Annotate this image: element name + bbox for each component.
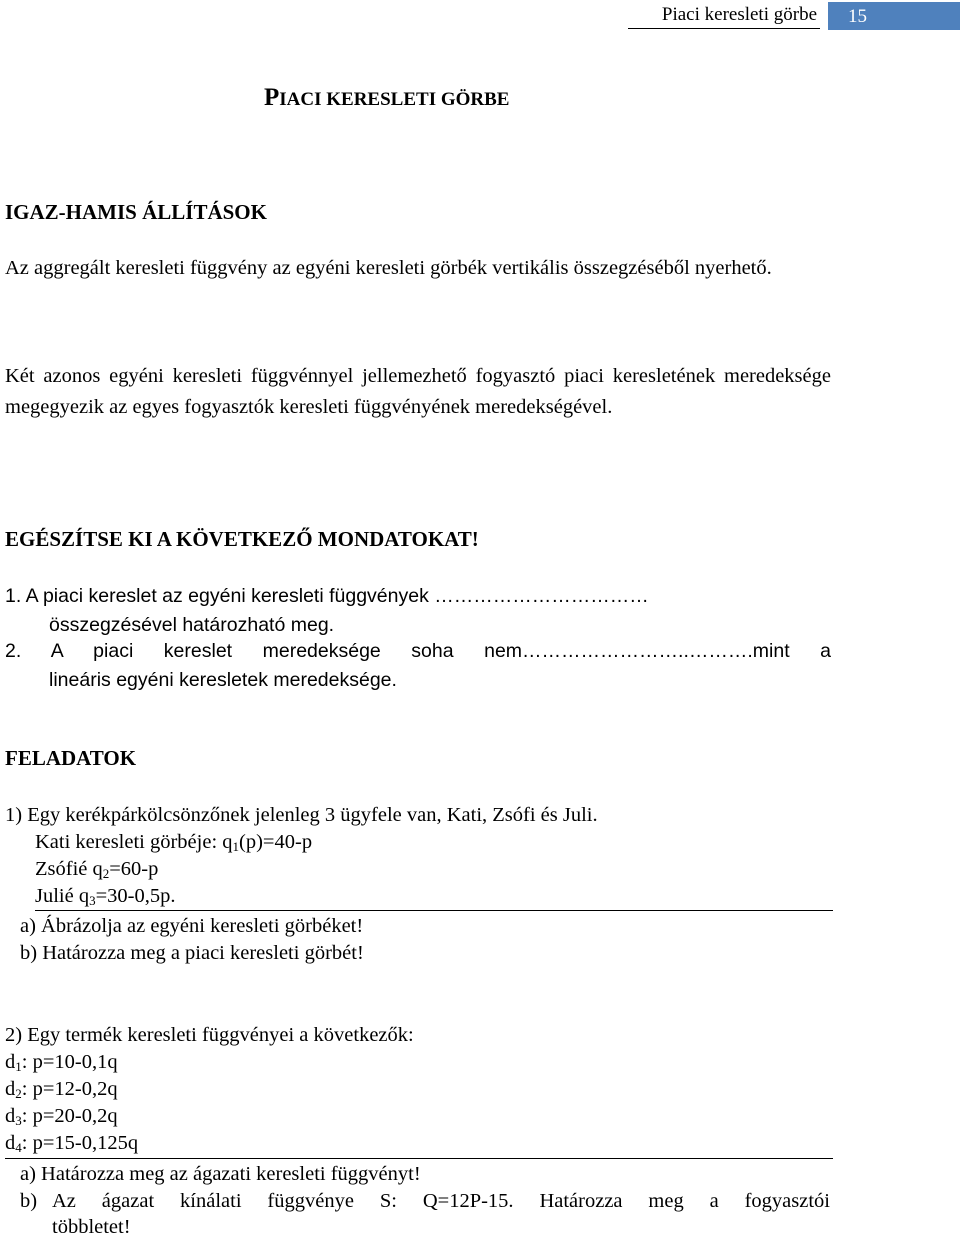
kati-formula: (p)=40-p [239,831,313,853]
task-1-question-b: b) Határozza meg a piaci keresleti görbét! [20,942,364,964]
kati-subscript: 1 [232,839,240,854]
d1-formula: : p=10-0,1q [21,1051,118,1073]
task-1-juli [35,883,175,910]
task-2-question-b-line-1: Az ágazat kínálati függvénye S: Q=12P-15. Határozza meg a fogyasztói [52,1190,830,1212]
juli-formula: =30-0,5p. [95,885,176,907]
task-2-question-b-line-2: többletet! [52,1216,131,1238]
d2-formula: : p=12-0,2q [21,1078,118,1100]
page-title [264,84,509,112]
task-2-rule [5,1158,833,1159]
d1-subscript: 1 [15,1059,22,1074]
statement-2: Két azonos egyéni keresleti függvénnyel jellemezhető fogyasztó piaci keresletének meredeksége megegyezik az egyes fogyasztók keresleti függvényének meredekségével. [5,365,831,418]
d4-letter: d [5,1132,16,1154]
true-false-heading: IGAZ-HAMIS ÁLLÍTÁSOK [5,200,267,224]
task-2-d1 [5,1049,118,1076]
tasks-heading: FELADATOK [5,746,137,770]
fill-in-heading: EGÉSZÍTSE KI A KÖVETKEZŐ MONDATOKAT! [5,527,479,551]
d3-letter: d [5,1105,16,1127]
kati-text: Kati keresleti görbéje: q [35,831,233,853]
task-1-intro: 1) Egy kerékpárkölcsönzőnek jelenleg 3 ügyfele van, Kati, Zsófi és Juli. [5,804,598,826]
d4-formula: : p=15-0,125q [21,1132,139,1154]
task-1-rule [35,910,833,911]
fill-in-item-1-line-1: 1. A piaci kereslet az egyéni keresleti függvények …………………………… [5,585,649,607]
task-1-zsofi [35,856,158,883]
task-2-d4 [5,1130,138,1157]
task-1-kati [35,829,312,856]
zsofi-text: Zsófié q [35,858,103,880]
d1-letter: d [5,1051,16,1073]
zsofi-subscript: 2 [102,866,110,881]
page-number-badge: 15 [828,2,960,30]
title-initial: P [264,84,280,111]
fill-in-item-2 [5,637,831,695]
task-2-d3 [5,1103,118,1130]
task-2-question-b-label: b) [20,1190,38,1212]
page-header-title: Piaci keresleti görbe [661,4,817,25]
fill-in-item-1 [5,582,831,640]
juli-subscript: 3 [89,893,96,908]
header-rule [628,28,820,29]
task-2-d2 [5,1076,118,1103]
d3-subscript: 3 [15,1113,22,1128]
d2-subscript: 2 [15,1086,22,1101]
juli-text: Julié q [35,885,90,907]
d4-subscript: 4 [15,1140,22,1155]
d2-letter: d [5,1078,16,1100]
zsofi-formula: =60-p [109,858,159,880]
statement-1: Az aggregált keresleti függvény az egyéni keresleti görbék vertikális összegzéséből nyerhető. [5,257,772,279]
task-2-question-a: a) Határozza meg az ágazati keresleti függvényt! [20,1163,421,1185]
fill-in-item-2-line-1: 2. A piaci kereslet meredeksége soha nem……………………..……….mint a [5,640,831,662]
task-1-question-a: a) Ábrázolja az egyéni keresleti görbéket! [20,915,364,937]
d3-formula: : p=20-0,2q [21,1105,118,1127]
fill-in-item-2-line-2: lineáris egyéni keresletek meredeksége. [49,669,397,691]
title-rest: IACI KERESLETI GÖRBE [279,89,510,110]
fill-in-item-1-line-2: összegzésével határozható meg. [49,614,335,636]
task-2-intro: 2) Egy termék keresleti függvényei a következők: [5,1024,414,1046]
